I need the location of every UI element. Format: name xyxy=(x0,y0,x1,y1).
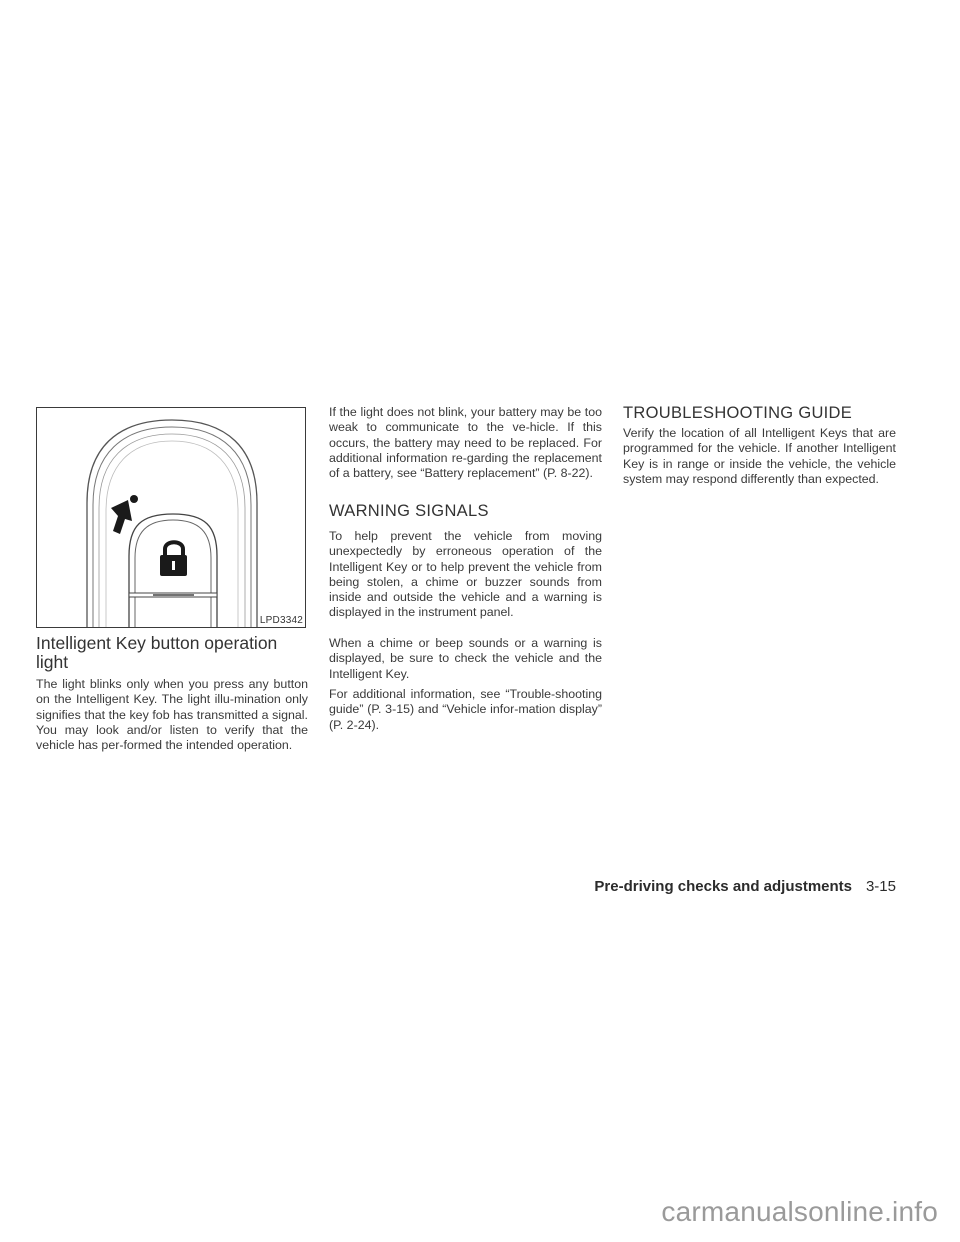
paragraph-battery: If the light does not blink, your battery may be too weak to communicate to the ve-hicle. If this occurs, the battery may need to be replaced. For additional information re-garding the replacement of a battery, see “Battery replacement” (P. 8-22). xyxy=(329,405,602,481)
arrow-up-icon xyxy=(111,495,138,534)
paragraph-warning-chime: To help prevent the vehicle from moving unexpectedly by erroneous operation of the Intelligent Key or to help prevent the vehicle from being stolen, a chime or buzzer sounds from inside and outside the vehicle and a warning is displayed in the instrument panel. xyxy=(329,529,602,620)
paragraph-verify-keys: Verify the location of all Intelligent Keys that are programmed for the vehicle. If another Intelligent Key is in range or inside the vehicle, the vehicle system may respond differently than expected. xyxy=(623,426,896,486)
heading-intelligent-key-light: Intelligent Key button operation light xyxy=(36,633,278,672)
paragraph-additional-info: For additional information, see “Trouble-shooting guide” (P. 3-15) and “Vehicle infor-mation display” (P. 2-24). xyxy=(329,687,602,732)
key-fob-figure xyxy=(36,407,306,628)
key-fob-illustration xyxy=(37,408,306,628)
paragraph-light-blinks: The light blinks only when you press any button on the Intelligent Key. The light illu-mination only signifies that the key fob has transmitted a signal. You may look and/or listen to verify that the vehicle has per-formed the intended operation. xyxy=(36,677,308,753)
heading-troubleshooting: TROUBLESHOOTING GUIDE xyxy=(623,404,853,422)
heading-warning-signals: WARNING SIGNALS xyxy=(329,502,489,520)
footer-section-title: Pre-driving checks and adjustments xyxy=(594,878,852,895)
lock-icon xyxy=(160,542,187,576)
watermark: carmanualsonline.info xyxy=(661,1196,938,1227)
paragraph-check-vehicle: When a chime or beep sounds or a warning is displayed, be sure to check the vehicle and the Intelligent Key. xyxy=(329,636,602,681)
footer-page-number: 3-15 xyxy=(865,878,896,895)
figure-code: LPD3342 xyxy=(259,615,303,626)
